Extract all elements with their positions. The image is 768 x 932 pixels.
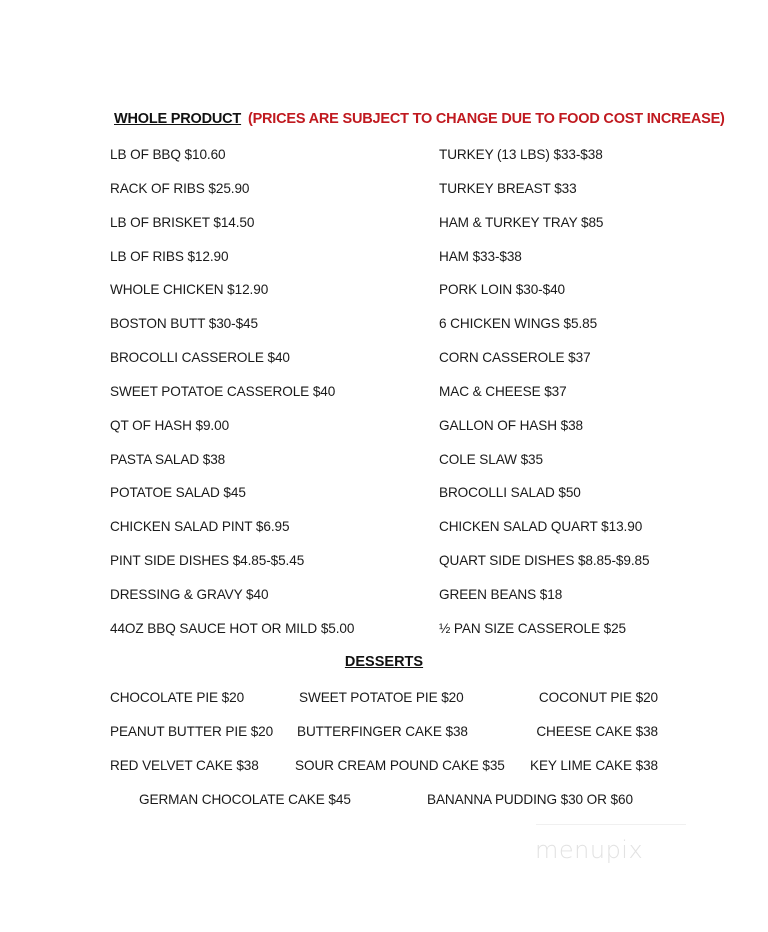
watermark-rule xyxy=(536,824,686,825)
menu-item: QT OF HASH $9.00 xyxy=(110,418,230,433)
menu-item: BOSTON BUTT $30-$45 xyxy=(110,316,258,331)
menu-item: 44OZ BBQ SAUCE HOT OR MILD $5.00 xyxy=(110,621,355,636)
menu-item: LB OF BBQ $10.60 xyxy=(110,147,226,162)
section-title: WHOLE PRODUCT xyxy=(114,111,242,127)
dessert-item: BUTTERFINGER CAKE $38 xyxy=(297,724,468,739)
menu-item: GALLON OF HASH $38 xyxy=(439,418,584,433)
menu-item: HAM & TURKEY TRAY $85 xyxy=(439,215,604,230)
menu-item: ½ PAN SIZE CASSEROLE $25 xyxy=(439,621,626,636)
menu-item: TURKEY (13 LBS) $33-$38 xyxy=(439,147,603,162)
whole-product-heading xyxy=(114,111,725,127)
menu-item: BROCOLLI SALAD $50 xyxy=(439,485,581,500)
dessert-item: KEY LIME CAKE $38 xyxy=(529,758,658,773)
menu-item: HAM $33-$38 xyxy=(439,249,522,264)
dessert-item: SWEET POTATOE PIE $20 xyxy=(299,690,464,705)
dessert-item: CHEESE CAKE $38 xyxy=(536,724,658,739)
menu-item: MAC & CHEESE $37 xyxy=(439,384,567,399)
menu-item: COLE SLAW $35 xyxy=(439,452,543,467)
menu-item: PORK LOIN $30-$40 xyxy=(439,282,565,297)
dessert-item: CHOCOLATE PIE $20 xyxy=(110,690,245,705)
desserts-heading: DESSERTS xyxy=(344,654,424,670)
menu-item: SWEET POTATOE CASSEROLE $40 xyxy=(110,384,336,399)
menu-item: LB OF RIBS $12.90 xyxy=(110,249,229,264)
menu-item: LB OF BRISKET $14.50 xyxy=(110,215,255,230)
menu-item: RACK OF RIBS $25.90 xyxy=(110,181,250,196)
menu-item: CHICKEN SALAD PINT $6.95 xyxy=(110,519,290,534)
menu-item: CORN CASSEROLE $37 xyxy=(439,350,591,365)
menu-item: TURKEY BREAST $33 xyxy=(439,181,577,196)
dessert-item: RED VELVET CAKE $38 xyxy=(110,758,259,773)
dessert-item: BANANNA PUDDING $30 OR $60 xyxy=(427,792,633,807)
dessert-item: PEANUT BUTTER PIE $20 xyxy=(110,724,274,739)
menu-item: CHICKEN SALAD QUART $13.90 xyxy=(439,519,643,534)
menu-item: 6 CHICKEN WINGS $5.85 xyxy=(439,316,598,331)
dessert-item: SOUR CREAM POUND CAKE $35 xyxy=(295,758,505,773)
menu-item: QUART SIDE DISHES $8.85-$9.85 xyxy=(439,553,650,568)
menu-item: PASTA SALAD $38 xyxy=(110,452,226,467)
menu-item: WHOLE CHICKEN $12.90 xyxy=(110,282,269,297)
menu-item: POTATOE SALAD $45 xyxy=(110,485,246,500)
dessert-item: GERMAN CHOCOLATE CAKE $45 xyxy=(139,792,351,807)
price-change-note: (PRICES ARE SUBJECT TO CHANGE DUE TO FOOD COST INCREASE) xyxy=(247,111,725,127)
menu-item: PINT SIDE DISHES $4.85-$5.45 xyxy=(110,553,305,568)
menu-item: DRESSING & GRAVY $40 xyxy=(110,587,269,602)
watermark-logo: menupix xyxy=(535,836,644,864)
menu-item: GREEN BEANS $18 xyxy=(439,587,563,602)
dessert-item: COCONUT PIE $20 xyxy=(538,690,658,705)
menu-item: BROCOLLI CASSEROLE $40 xyxy=(110,350,290,365)
